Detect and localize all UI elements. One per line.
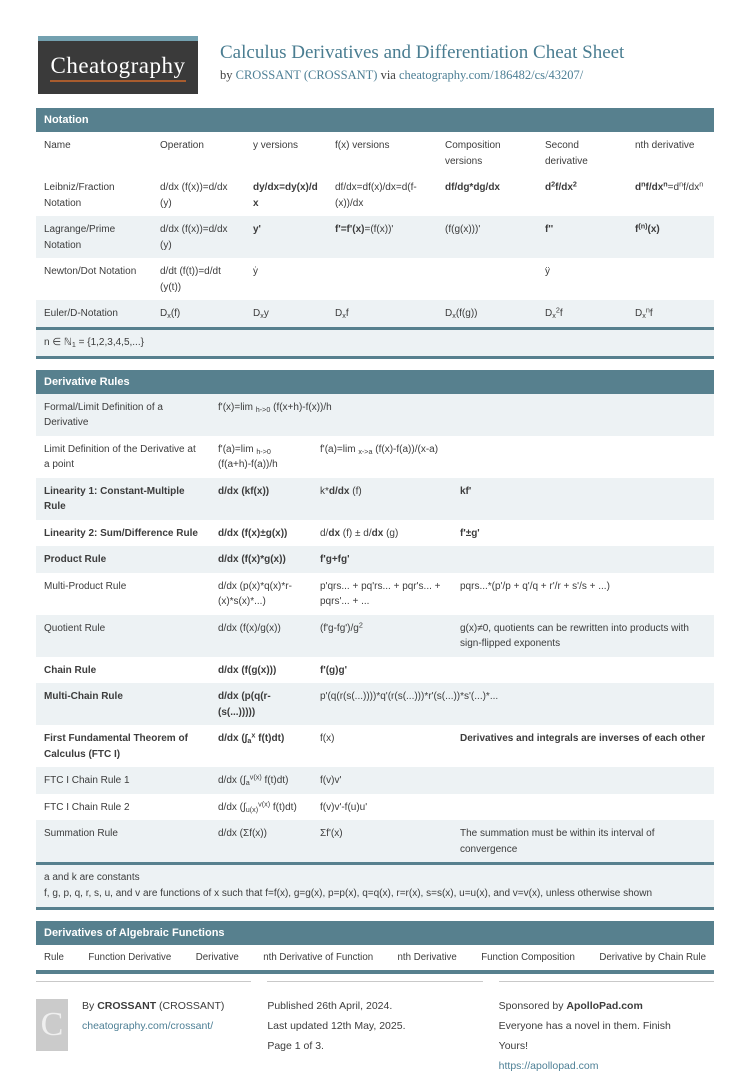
content bbox=[36, 108, 714, 1077]
table-cell: First Fundamental Theorem of Calculus (FTC I) bbox=[44, 733, 188, 760]
table-row bbox=[36, 820, 714, 862]
table-cell bbox=[327, 258, 437, 300]
table-row bbox=[36, 615, 714, 657]
column-header: nth Derivative of Function bbox=[263, 952, 374, 963]
table-cell: d/dx (kf(x)) bbox=[218, 485, 270, 497]
table-cell: f'g+fg' bbox=[320, 554, 350, 565]
table-cell: g(x)≠0, quotients can be rewritten into products with sign-flipped exponents bbox=[460, 622, 689, 649]
table-cell: $D_x^2f$ bbox=[545, 305, 563, 321]
rules-footnote bbox=[36, 862, 714, 910]
table-cell: d/dx (p(x)*q(x)*r-(x)*s(x)*...) bbox=[218, 580, 292, 607]
table-row bbox=[36, 573, 714, 615]
table-cell: Derivatives and integrals are inverses of each other bbox=[460, 733, 706, 744]
column-header: f(x) versions bbox=[335, 140, 390, 151]
column-header: Function Composition bbox=[481, 952, 575, 963]
sponsor-line bbox=[499, 997, 714, 1017]
table-cell: Product Rule bbox=[44, 554, 107, 565]
sponsor-link[interactable]: https://apollopad.com bbox=[498, 1059, 599, 1072]
table-cell: d/dx (f(g(x))) bbox=[218, 664, 277, 676]
column-header: Rule bbox=[44, 952, 64, 963]
table-row bbox=[36, 657, 714, 684]
table-row bbox=[36, 258, 714, 300]
table-cell: $D_x^nf$ bbox=[635, 305, 653, 321]
page-title: Calculus Derivatives and Differentiation Cheat Sheet bbox=[220, 42, 625, 63]
footer-meta-column bbox=[267, 981, 482, 1077]
table-row bbox=[36, 174, 714, 216]
author-profile-link[interactable]: cheatography.com/crossant/ bbox=[82, 1019, 214, 1032]
section-header-algebraic: Derivatives of Algebraic Functions bbox=[36, 921, 714, 945]
table-row bbox=[36, 546, 714, 573]
logo-box bbox=[38, 41, 198, 94]
section-header-notation: Notation bbox=[36, 108, 714, 132]
table-cell: d/dx (p(q(r-(s(...))))) bbox=[218, 691, 271, 718]
sponsor-tagline-2: Yours! bbox=[498, 1039, 529, 1052]
column-header: y versions bbox=[253, 140, 299, 151]
table-cell: Euler/D-Notation bbox=[44, 308, 118, 319]
table-cell: d/dx (f(x))=d/dx (y) bbox=[160, 224, 228, 251]
footer-sponsor-column bbox=[499, 981, 714, 1077]
byline-by: by bbox=[220, 68, 233, 82]
section-derivative-rules bbox=[36, 370, 714, 911]
column-header: Derivative by Chain Rule bbox=[599, 952, 706, 963]
table-cell: $D_xf$ bbox=[335, 308, 349, 321]
table-cell: (f(g(x)))' bbox=[445, 224, 481, 235]
table-cell: $d^nf/dx^n=d^nf/dx^n$ bbox=[635, 179, 704, 193]
notation-header-row bbox=[36, 132, 714, 174]
byline-via: via bbox=[380, 68, 396, 82]
table-cell: d/dx (f(x)±g(x)) bbox=[218, 527, 288, 539]
column-header: Name bbox=[44, 140, 71, 151]
table-cell: Linearity 2: Sum/Difference Rule bbox=[44, 527, 198, 539]
table-cell: f'(g)g' bbox=[320, 664, 347, 676]
column-header: nth Derivative bbox=[397, 952, 457, 963]
derivative-rules-table bbox=[36, 394, 714, 863]
table-cell: d/dx (f(x)*g(x)) bbox=[218, 554, 286, 565]
table-cell: y' bbox=[253, 224, 261, 235]
section-algebraic bbox=[36, 921, 714, 974]
table-row bbox=[36, 683, 714, 725]
table-cell: f'±g' bbox=[460, 527, 480, 539]
table-cell: d/dt (f(t))=d/dt (y(t)) bbox=[160, 266, 221, 293]
table-cell: d/dx (f) ± d/dx (g) bbox=[320, 527, 399, 539]
rules-note-constants: a and k are constants bbox=[44, 872, 140, 883]
author-link[interactable]: CROSSANT (CROSSANT) bbox=[235, 68, 378, 82]
table-cell: f(v)v'-f(u)u' bbox=[320, 801, 368, 813]
table-cell: p'(q(r(s(...))))*q'(r(s(...)))*r'(s(...))*s'(...)*... bbox=[320, 691, 499, 702]
logo-wordmark: Cheatography bbox=[50, 53, 185, 82]
table-cell: d/dx (f(x)/g(x)) bbox=[218, 622, 281, 634]
notation-footnote: n ∈ ℕ$_1$ = {1,2,3,4,5,...} bbox=[36, 327, 714, 359]
table-row bbox=[36, 216, 714, 258]
table-cell: ÿ bbox=[545, 266, 550, 277]
table-cell: k*d/dx (f) bbox=[320, 485, 362, 497]
column-header: Operation bbox=[160, 140, 204, 151]
author-line bbox=[82, 997, 224, 1017]
cheatography-logo[interactable] bbox=[38, 36, 198, 94]
table-cell: Quotient Rule bbox=[44, 622, 106, 634]
table-cell: The summation must be within its interval of convergence bbox=[460, 828, 655, 855]
table-cell bbox=[437, 258, 537, 300]
table-cell: FTC I Chain Rule 2 bbox=[44, 801, 130, 813]
table-row bbox=[36, 725, 714, 767]
table-cell: f'(x)=lim $_{h->0}$ (f(x+h)-f(x))/h bbox=[218, 401, 332, 414]
table-cell: Chain Rule bbox=[44, 664, 97, 676]
table-row bbox=[36, 767, 714, 794]
table-cell: $D_xy$ bbox=[253, 308, 269, 321]
table-cell: d/dx ($\int_a^x$ f(t)dt) bbox=[218, 730, 285, 746]
table-cell: f'=f'(x)=(f(x))' bbox=[335, 224, 394, 235]
sponsor-name: ApolloPad.com bbox=[566, 1000, 643, 1012]
author-paren: (CROSSANT) bbox=[159, 1000, 225, 1012]
table-cell: pqrs...*(p'/p + q'/q + r'/r + s'/s + ...) bbox=[460, 580, 610, 592]
table-cell: $D_x(f(g))$ bbox=[445, 308, 478, 321]
notation-table bbox=[36, 132, 714, 327]
column-header: Second derivative bbox=[545, 140, 588, 167]
table-cell: d/dx (f(x))=d/dx (y) bbox=[160, 182, 228, 209]
table-cell: Summation Rule bbox=[44, 828, 118, 839]
table-row bbox=[36, 436, 714, 478]
author-info bbox=[82, 997, 224, 1077]
table-cell: f(v)v' bbox=[320, 775, 342, 786]
table-cell: d/dx ($\int_a^{v(x)}$ f(t)dt) bbox=[218, 772, 289, 788]
table-cell: f(x) bbox=[320, 733, 335, 744]
page-number: Page 1 of 3. bbox=[267, 1039, 324, 1052]
table-cell: $d^2f/dx^2$ bbox=[545, 179, 577, 193]
table-cell: FTC I Chain Rule 1 bbox=[44, 775, 130, 786]
author-avatar[interactable]: C bbox=[36, 999, 68, 1051]
author-by: By bbox=[82, 1000, 95, 1012]
table-row bbox=[36, 794, 714, 821]
table-cell: Limit Definition of the Derivative at a point bbox=[44, 443, 196, 470]
table-cell: Formal/Limit Definition of a Derivative bbox=[44, 401, 163, 428]
algebraic-header-row bbox=[36, 945, 714, 974]
column-header: Composition versions bbox=[445, 140, 501, 167]
table-cell: f'' bbox=[545, 224, 554, 235]
table-cell: $D_x(f)$ bbox=[160, 308, 181, 321]
section-notation bbox=[36, 108, 714, 359]
table-cell: kf' bbox=[460, 485, 472, 497]
table-cell: p'qrs... + pq'rs... + pqr's... + pqrs'... + ... bbox=[320, 580, 441, 607]
table-cell bbox=[627, 258, 714, 300]
table-cell: $(f'g-fg')/g^2$ bbox=[320, 619, 363, 634]
table-cell: df/dg*dg/dx bbox=[445, 182, 500, 193]
sheet-url-link[interactable]: cheatography.com/186482/cs/43207/ bbox=[398, 68, 584, 82]
updated-date: Last updated 12th May, 2025. bbox=[267, 1019, 406, 1032]
rules-note-functions: f, g, p, q, r, s, u, and v are functions of x such that f=f(x), g=g(x), p=p(x), q=q(x), r=r(x), s=s(x), u=u(x), and v=v(x), unless otherwise shown bbox=[44, 888, 653, 899]
table-cell: Σf'(x) bbox=[320, 828, 343, 839]
page-header bbox=[0, 0, 750, 108]
table-cell: Lagrange/Prime Notation bbox=[44, 224, 116, 251]
table-row bbox=[36, 520, 714, 547]
table-cell: df/dx=df(x)/dx=d(f-(x))/dx bbox=[335, 182, 417, 209]
table-row bbox=[36, 478, 714, 520]
table-cell: d/dx ($\int_{u(x)}^{v(x)}$ f(t)dt) bbox=[218, 798, 297, 814]
table-cell: Multi-Chain Rule bbox=[44, 691, 123, 702]
table-cell: f'(a)=lim $_{h->0}$ (f(a+h)-f(a))/h bbox=[218, 443, 278, 470]
footer-author-column bbox=[36, 981, 251, 1077]
column-header: Derivative bbox=[195, 952, 239, 963]
table-cell: Leibniz/Fraction Notation bbox=[44, 182, 115, 209]
column-header: nth derivative bbox=[635, 140, 695, 151]
table-row bbox=[36, 300, 714, 327]
table-cell: f'(a)=lim $_{x->a}$ (f(x)-f(a))/(x-a) bbox=[320, 443, 439, 456]
page-footer bbox=[36, 981, 714, 1077]
section-header-derivative-rules: Derivative Rules bbox=[36, 370, 714, 394]
table-cell: dy/dx=dy(x)/dx bbox=[253, 182, 318, 209]
table-cell: $f^{(n)}(x)$ bbox=[635, 221, 660, 235]
byline bbox=[220, 68, 624, 83]
header-text-block bbox=[220, 42, 624, 83]
table-cell: d/dx (Σf(x)) bbox=[218, 828, 267, 839]
author-name: CROSSANT bbox=[97, 1000, 157, 1012]
sponsor-tagline: Everyone has a novel in them. Finish bbox=[498, 1019, 671, 1032]
table-cell: ẏ bbox=[253, 266, 258, 277]
published-date: Published 26th April, 2024. bbox=[267, 1000, 393, 1012]
table-cell: Linearity 1: Constant-Multiple Rule bbox=[44, 485, 185, 512]
table-cell: Multi-Product Rule bbox=[44, 580, 127, 592]
sponsored-by-label: Sponsored by bbox=[498, 1000, 564, 1012]
column-header: Function Derivative bbox=[88, 952, 172, 963]
table-row bbox=[36, 394, 714, 436]
table-cell: Newton/Dot Notation bbox=[44, 266, 137, 277]
